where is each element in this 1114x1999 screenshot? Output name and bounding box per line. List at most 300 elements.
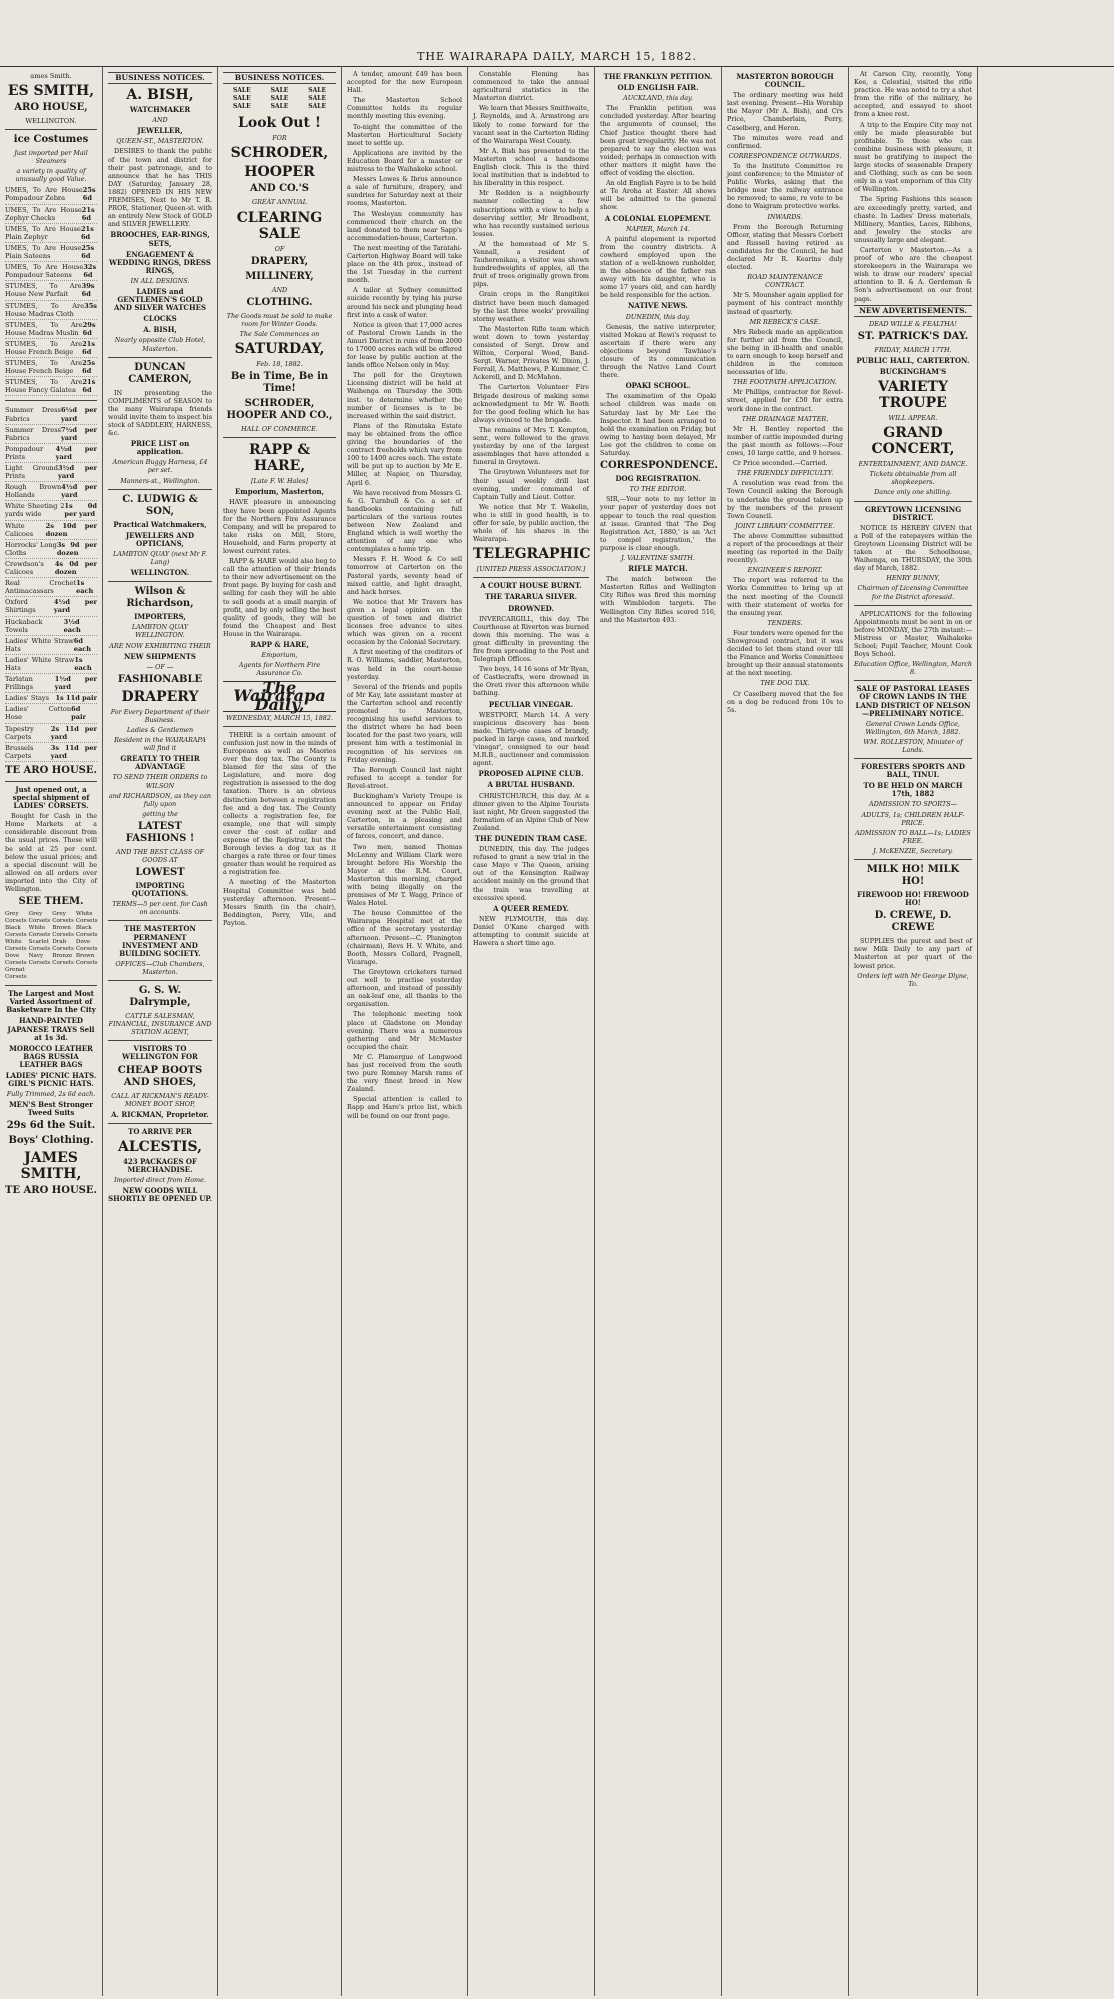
price-row: STUMES, To Are House French Beige 25s 6d — [5, 358, 97, 377]
news-paragraph: Mr Phillips, contractor for Revel-street, applied for £50 for extra work done in the contract. — [727, 388, 843, 413]
sale-commences: The Sale Commences on — [239, 329, 320, 338]
divider — [854, 680, 972, 681]
bish-text: DESIRES to thank the public of the town and district for their past patronage, and to announce that he has THIS DAY (Saturday, January 28, 1882) OPENED IN HIS NEW PREMISES, Next to Mr T. R. PROE, Stationer, Queen-st. with an entirely New Stock of GOLD and SILVER JEWELLERY. — [108, 147, 212, 229]
rickman-proprietor: A. RICKMAN, Proprietor. — [111, 1109, 209, 1119]
drowned-heading: DROWNED. — [508, 603, 554, 613]
bish-jeweller: JEWELLER, — [137, 126, 183, 136]
look-out: Look Out ! — [238, 115, 321, 132]
great-annual: GREAT ANNUAL — [252, 198, 307, 207]
rapp-emporium: Emporium, Masterton, — [234, 487, 325, 497]
dog-registration-heading: DOG REGISTRATION. — [615, 474, 701, 484]
price-row: Crewdson's Calicoes 4s 0d per dozen — [5, 559, 97, 578]
news-paragraph: The report was referred to the Works Committee to bring up at the next meeting of the Council with their statement of works for the ensuing year. — [727, 576, 843, 617]
sale-grid: SALE SALE SALE SALE SALE SALE SALE SALE SALE — [232, 87, 327, 111]
rickman-call: CALL AT RICKMAN'S READY-MONEY BOOT SHOP, — [111, 1091, 209, 1108]
editorial-text: THERE is a certain amount of confusion just now in the minds of Europeans as well as Maories over the dog tax. The County is blamed for the sins of the Legislature, and more dog registration is assessed to the dog taxation. There is an obvious distinction between a registration fee and a dog tax. The County collects a registration fee, for example, one that will simply cover the cost of collar and expense of the Registrar, but the Borough levies a dog tax as it charges a rate three or four times greater than would be required as a registration fee. — [223, 730, 336, 877]
wilson-exhibiting: ARE NOW EXHIBITING THEIR — [109, 641, 211, 650]
wilson-goods: AND THE BEST CLASS OF GOODS AT — [115, 847, 205, 864]
orders-info: Orders left with Mr George Dlyne, To. — [857, 971, 969, 988]
news-paragraph: A resolution was read from the Town Council asking the Borough to undertake the ground taken up by the members of the present Town Council. — [727, 479, 843, 520]
divider — [5, 985, 97, 986]
investment-society: THE MASTERTON PERMANENT INVESTMENT AND BUILDING SOCIETY. — [119, 924, 201, 958]
column-7 — [722, 66, 849, 1996]
rapp-emporium2: Emporium, — [261, 651, 298, 660]
news-paragraph: At the homestead of Mr S. Vennall, a resident of Tauherenikau, a visitor was shown hundredweights of apples, all the fruit of trees originally grown from pips. — [473, 239, 589, 289]
subheading: THE FOOTPATH APPLICATION. — [733, 378, 837, 387]
news-paragraph: Grain crops in the Rangitikei district have been much damaged by the last three weeks' prevailing stormy weather. — [473, 290, 589, 323]
divider — [5, 400, 97, 401]
column-8 — [849, 66, 978, 1996]
sale-date: Feb. 18, 1882. — [256, 360, 303, 369]
new-advertisements-header: NEW ADVERTISEMENTS. — [854, 305, 972, 317]
price-row: Summer Dress Fabrics 7½d per yard — [5, 425, 97, 444]
dalrymple-trade: CATTLE SALESMAN, FINANCIAL, INSURANCE AND STATION AGENT, — [108, 1012, 212, 1037]
news-paragraph: The match between the Masterton Rifles and Wellington City Rifles was fired this morning with Wimbledon targets. The Wellington City Rifles scored 516, and the Masterton 493. — [600, 575, 716, 624]
dateline: DUNEDIN, this day. — [625, 312, 691, 321]
news-paragraph: NOTICE IS HEREBY GIVEN that a Poll of the ratepayers within the Greytown Licensing District will be taken at the Schoolhouse, Waihenga, on THURSDAY, the 30th day of March, 1882. — [854, 523, 972, 573]
council-heading: MASTERTON BOROUGH COUNCIL. — [736, 72, 834, 90]
foresters-heading: FORESTERS SPORTS AND BALL, TINUI. — [861, 762, 965, 780]
drapery-label: DRAPERY, — [250, 255, 309, 267]
news-paragraph: Mr H. Bentley reported the number of cattle impounded during the past month as follows:—Four cows, 10 large cattle, and 9 horses. — [727, 424, 843, 458]
wilson-latest: LATEST FASHIONS ! — [125, 820, 195, 844]
news-paragraph: From the Borough Returning Officer, stating that Messrs Corbett and Russell having retired as candidates for the Council, he had declared Mr R. Kearins duly elected. — [727, 222, 843, 272]
saturday-label: SATURDAY, — [234, 341, 325, 358]
news-paragraph: APPLICATIONS for the following Appointments must be sent in on or before MONDAY, the 27th instant:— Mistress or Master, Waihakeke School; Pupil Teacher, Mount Cook Boys School. — [854, 609, 972, 659]
schroder-name: SCHRODER, — [230, 145, 329, 162]
news-paragraph: Mr C. Plamergue of Longwood has just received from the south two pure Romney Marsh rams of the very finest breed in New Zealand. — [347, 1052, 462, 1094]
news-paragraph: The Carterton Volunteer Fire Brigade desirous of making some acknowledgment to Mr W. Booth for the good feeling which he has always evinced to the brigade. — [473, 383, 589, 424]
divider — [854, 758, 972, 759]
masthead — [0, 0, 1114, 67]
subheading: THE DOG TAX. — [760, 679, 810, 688]
rickman-cheap: CHEAP BOOTS AND SHOES, — [117, 1064, 203, 1088]
notice-signature: HENRY BUNNY, — [886, 574, 940, 583]
ludwig-city: WELLINGTON. — [130, 568, 190, 578]
brutal-heading: A BRUTAL HUSBAND. — [487, 780, 575, 790]
col1-sub: Just imported per Mail Steamers — [14, 149, 88, 166]
news-paragraph: Mr A. Bish has presented to the Masterton school a handsome English clock. This is the third local institution that is indebted to his liberality in this respect. — [473, 146, 589, 188]
st-patricks-day: ST. PATRICK'S DAY. — [857, 330, 969, 342]
alpine-heading: PROPOSED ALPINE CLUB. — [478, 769, 584, 779]
be-in-time: Be in Time, Be in Time! — [230, 371, 329, 395]
rifle-match-heading: RIFLE MATCH. — [628, 564, 688, 574]
col1-special-text: Bought for Cash in the Home Markets at a considerable discount from the usual prices. These will be sold at 25 per cent. below the usual prices; and a special discount will be allowed on all orders over imported into the City of Wellington. — [5, 812, 97, 894]
rapp-hare-name: RAPP & HARE, — [248, 442, 311, 475]
cameron-buggy: American Buggy Harness, £4 per set. — [112, 458, 208, 475]
subheading: JOINT LIBRARY COMMITTEE. — [735, 521, 835, 530]
ludwig-jewellers: JEWELLERS AND OPTICIANS, — [125, 530, 195, 548]
costume-price-list — [5, 185, 97, 396]
news-paragraph: NEW PLYMOUTH, this day. Daniel O'Kane charged with attempting to commit suicide at Hawera a short time ago. — [473, 914, 589, 948]
news-paragraph: The Wesleyan community has commenced their church on the land donated to them near Sapp's accommodation-house, Carterton. — [347, 209, 462, 242]
subheading: CORRESPONDENCE OUTWARDS. — [728, 151, 842, 160]
news-paragraph: Buckingham's Variety Troupe is announced to appear on Friday evening next at the Public Hall, Carterton, in a pleasing and versatile entertainment consisting of farces, concert, and dance. — [347, 791, 462, 841]
news-paragraph: The ordinary meeting was held last evening. Present—His Worship the Mayor (Mr A. Bish), and Crs Price, Chamberlain, Perry, Caselberg, and Heron. — [727, 91, 843, 132]
news-paragraph: Special attention is called to Rapp and Hare's price list, which will be found on our front page. — [347, 1095, 462, 1120]
price-row: Pompadour Prints 4½d per yard — [5, 444, 97, 463]
price-row: Brussels Carpets 3s 11d per yard — [5, 743, 97, 762]
news-paragraph: Mrs Rebeck made an application for further aid from the Council, she being in ill-health and unable to earn enough to keep herself and children in the common necessaries of life. — [727, 327, 843, 377]
divider — [108, 980, 212, 981]
divider — [108, 1123, 212, 1124]
greytown-licensing-heading: GREYTOWN LICENSING DISTRICT. — [864, 504, 962, 522]
news-paragraph: CHRISTCHURCH, this day. At a dinner given to the Alpine Tourists last night, Mr Green suggested the formation of an Alpine Club of New Zealand. — [473, 791, 589, 832]
news-paragraph: A trip to the Empire City may not only be made pleasurable but profitable. To those who can combine business with pleasure, it must be gratifying to inspect the large stocks of seasonable Drapery and Clothing, such as can be seen only in a vast emporium of this City of Wellington. — [854, 120, 972, 194]
news-paragraph: We learn that Messrs Smithwaite, J. Reynolds, and A. Armstrong are likely to come forward for the vacant seat in the Carterton Riding of the Wairarapa West County. — [473, 104, 589, 145]
native-news-heading: NATIVE NEWS. — [628, 301, 688, 311]
column-1 — [0, 66, 103, 1996]
news-paragraph: Carterton v Masterton.—As a proof of who are the cheapest storekeepers in the Wairarapa we wish to draw our readers' special attention to B. & A. Gerdeman & Son's advertisement on our front page. — [854, 245, 972, 303]
col1-footer-house: TE ARO HOUSE. — [5, 764, 98, 776]
tickets-info: Tickets obtainable from all shopkeepers. — [869, 470, 957, 487]
news-paragraph: A painful elopement is reported from the country districts. A cowherd employed upon the station of a well-known runholder, in the absence of the father ran away with his daughter, who is some 17 years old, and can hardly be held responsible for the action. — [600, 234, 716, 300]
news-paragraph: The Greytown cricketers turned out well to practise yesterday afternoon, and instead of possibly an oak-leaf one, all thanks to the organisation. — [347, 967, 462, 1009]
news-paragraph: The minutes were read and confirmed. — [727, 133, 843, 150]
cameron-text: IN presenting the COMPLIMENTS of SEASON to the many Wairarapa friends would invite them to inspect his stock of SADDLERY, HARNESS, &c. — [108, 388, 212, 438]
price-row: STUMES, To Are House Fancy Galatea 21s 6d — [5, 377, 97, 396]
look-for: FOR — [272, 134, 287, 143]
grand-concert: GRAND CONCERT, — [871, 425, 955, 458]
wilson-importers: IMPORTERS, — [134, 612, 186, 622]
news-paragraph: Cr Price seconded.—Carried. — [733, 459, 828, 468]
news-paragraph: The telephonic meeting took place at Gladstone on Monday evening. There was a numerous gathering and Mr McMaster occupied the chair. — [347, 1010, 462, 1051]
wilson-resident: Resident in the WAIRARAPA will find it — [114, 736, 206, 753]
section-header: BUSINESS NOTICES. — [223, 72, 336, 84]
bish-styles: IN ALL DESIGNS. — [130, 276, 190, 285]
bish-place: QUEEN-ST., MASTERTON. — [116, 137, 204, 146]
news-paragraph: Mr Redden is a neighbourly manner collecting a few subscriptions with a view to help a deserving settler, Mr Broadbent, who has recently sustained serious losses. — [473, 189, 589, 238]
rapp-late: [Late F. W. Hales] — [251, 477, 308, 486]
wilson-every: For Every Department of their Business. — [110, 707, 210, 724]
to-the-editor: TO THE EDITOR. — [629, 485, 687, 494]
news-paragraph: The Greytown Volunteers met for their usual weekly drill last evening, under command of Captain Tully and Lieut. Cotter. — [473, 468, 589, 501]
col1-picnic: LADIES' PICNIC HATS. GIRL'S PICNIC HATS. — [5, 1070, 97, 1089]
news-paragraph: To-night the committee of the Masterton Horticultural Society meet to settle up. — [347, 122, 462, 147]
news-paragraph: Constable Fleming has commenced to take the annual agricultural statistics in the Masterton district. — [473, 70, 589, 103]
column-2 — [103, 66, 218, 1996]
event-date: FRIDAY, MARCH 17TH. — [874, 345, 952, 354]
press-association: [UNITED PRESS ASSOCIATION.] — [476, 565, 586, 574]
yard-price-list — [5, 405, 97, 761]
price-row: Summer Dress Fabrics 6½d per yard — [5, 405, 97, 424]
pastoral-sale-heading: SALE OF PASTORAL LEASES OF CROWN LANDS IN THE LAND DISTRICT OF NELSON—PRELIMINARY NOTICE. — [855, 684, 971, 718]
investment-offices: OFFICES—Club Chambers, Masterton. — [115, 959, 205, 976]
dateline: NAPIER, March 14. — [626, 224, 690, 233]
column-3 — [218, 66, 342, 1996]
ludwig-name: C. LUDWIG & SON, — [122, 493, 198, 517]
wilson-ladies: Ladies & Gentlemen — [126, 725, 194, 734]
news-paragraph: DUNEDIN, this day. The judges refused to grant a new trial in the case Mayo v The Queen, arising out of the Kensington Railway accident mainly on the ground that the train was travelling at excessive speed. — [473, 845, 589, 902]
bish-trade: WATCHMAKER — [129, 105, 191, 115]
news-paragraph: INVERCARGILL, this day. The Courthouse at Riverton was burned down this morning. The was a great difficulty in preventing the fire from spreading to the Post and Telegraph Offices. — [473, 614, 589, 664]
page-title: THE WAIRARAPA DAILY, MARCH 15, 1882. — [417, 50, 697, 63]
subheading: ROAD MAINTENANCE CONTRACT. — [747, 273, 823, 290]
divider — [108, 489, 212, 490]
tararua-heading: THE TARARUA SILVER. — [484, 592, 578, 602]
col1-big-house: ARO HOUSE, — [14, 102, 88, 113]
ludwig-trade: Practical Watchmakers, — [113, 519, 207, 529]
col1-sub2: a variety in quality of unusually good Value. — [15, 167, 87, 184]
col1-big-city: WELLINGTON. — [25, 117, 77, 125]
dance-price: Dance only one shilling. — [874, 488, 952, 497]
news-paragraph: The next meeting of the Taratahi-Carterton Highway Board will take place on the 4th prox., instead of the 1st Tuesday in the current month. — [347, 243, 462, 285]
price-row: UMES, To Are House Zephyr Checks 21s 6d — [5, 205, 97, 224]
wilson-name: Wilson & Richardson, — [126, 586, 194, 610]
firewood-heading: FIREWOOD HO! FIREWOOD HO! — [857, 890, 969, 908]
news-paragraph: Genesis, the native interpreter, visited Mokau at Rewi's request to ascertain if there were any objections beyond Tawhiao's closure of its communication through the Native Land Court there. — [600, 322, 716, 380]
bish-clocks: CLOCKS — [143, 314, 177, 324]
goods-sold: The Goods must be sold to make room for Winter Goods. — [226, 311, 333, 328]
price-row: UMES, To Are House Pompadour Sateens 32s 6d — [5, 262, 97, 281]
alcestis-new-goods: NEW GOODS WILL SHORTLY BE OPENED UP. — [108, 1186, 212, 1204]
news-paragraph: SIR,—Your note to my letter in your paper of yesterday does not appear to touch the real question at issue. Granted that 'The Dog Registration Act, 1880,' is an 'Act to compel registration,' the purpose is clear enough. — [600, 495, 716, 552]
price-row: Rough Brown Hollands 4½d per yard — [5, 482, 97, 501]
price-row: Tapestry Carpets 2s 11d per yard — [5, 724, 97, 743]
divider — [108, 581, 212, 582]
vinegar-heading: PECULIAR VINEGAR. — [488, 699, 574, 709]
secretary-signature: J. McKENZIE, Secretary. — [873, 846, 953, 855]
col1-top-label: ames Smith. — [30, 72, 72, 80]
price-row: White Calicoes 2s 10d per dozen — [5, 521, 97, 540]
foresters-date: TO BE HELD ON MARCH 17th, 1882 — [863, 781, 963, 799]
will-appear: WILL APPEAR. — [888, 414, 938, 423]
col1-heading: ice Costumes — [13, 134, 89, 145]
admission-sports: ADMISSION TO SPORTS— — [868, 800, 958, 809]
queer-heading: A QUEER REMEDY. — [493, 903, 569, 913]
rapp-agents: Agents for Northern Fire Assurance Co. — [238, 661, 321, 678]
clearing-sale: CLEARING SALE — [236, 209, 323, 242]
column-6 — [595, 66, 722, 1996]
col1-special: Just opened out, a special shipment of LADIES' CORSETS. — [12, 784, 90, 811]
column-9 — [978, 66, 1114, 1996]
corset-list: Grey Corsets Grey Corsets Grey Corsets White Corsets Black Corsets White Corsets Brown Corsets Black Corsets White Corsets Scarlet Corsets Drab Corsets Dove Corsets Dove Corsets Navy Corsets Bronze Corsets Brown Corsets Grenat Corsets — [5, 911, 98, 981]
alcestis-imported: Imported direct from Home. — [114, 1176, 206, 1185]
event-venue: PUBLIC HALL, CARTERTON. — [856, 355, 970, 365]
crown-lands-office: General Crown Lands Office, Wellington, 6th March, 1882. — [865, 719, 961, 736]
wilson-of: — OF — — [146, 662, 174, 671]
news-paragraph: To the Institute Committee re joint conference; to the Minister of Public Works, asking that the bridge near the railway entrance be removed; to same, re vote to be done to Waigram protective works. — [727, 161, 843, 211]
wilson-shipments: NEW SHIPMENTS — [124, 651, 196, 661]
bish-signature: A. BISH, — [143, 325, 177, 335]
col1-mens: MEN'S Best Stronger Tweed Suits — [9, 1100, 93, 1118]
col1-japanese: HAND-PAINTED JAPANESE TRAYS Sell at 1s 3d. — [7, 1016, 95, 1042]
price-row: Ladies' White Straw Hats 6d each — [5, 636, 97, 655]
news-paragraph: WESTPORT, March 14. A very suspicious discovery has been made. Thirty-one cases of brandy, packed in large cases, and marked 'vinegar', consigned to our head M.R.B., auctioneer and commission agent. — [473, 710, 589, 768]
alcestis-arrive: TO ARRIVE PER — [128, 1126, 192, 1136]
hooper-name: HOOPER — [244, 164, 315, 181]
cameron-address: Manners-st., Wellington. — [120, 476, 200, 485]
news-paragraph: The Masterton Rifle team which went down to town yesterday consisted of Sergt. Drew and Wilton, Corporal Wood, Band-Sergt. Warner, Privates W. Dixon, J. Ferrall, A. Matthews, P. Kummer, C. Ackerell, and D. McMahon. — [473, 324, 589, 382]
news-paragraph: Notice is given that 17,000 acres of Pastoral Crown Lands in the Amuri District in runs of from 2000 to 17000 acres each will be offered for lease by public auction at the lands office Nelson only in May. — [347, 320, 462, 370]
troupe-name: BUCKINGHAM'S — [879, 367, 947, 376]
price-row: Ladies' White Straw Hats 1s each — [5, 655, 97, 674]
ludwig-address: LAMBTON QUAY (next Mr F. Lang) — [113, 549, 207, 567]
divider — [854, 859, 972, 860]
divider — [108, 1040, 212, 1041]
news-paragraph: The Masterton School Committee holds its regular monthly meeting this evening. — [347, 96, 462, 121]
news-paragraph: A tender, amount £49 has been accepted for the new European Hall. — [347, 70, 462, 95]
wilson-and-rich: and RICHARDSON, as they can fully upon — [109, 791, 211, 808]
bish-and: AND — [152, 116, 168, 125]
column-5 — [468, 66, 595, 1996]
news-paragraph: Cr Caselberg moved that the fee on a dog be reduced from 10s to 5s. — [727, 689, 843, 714]
wilson-lowest: LOWEST — [135, 867, 185, 879]
col1-big-name: ES SMITH, — [7, 83, 95, 99]
news-paragraph: Two men, named Thomas McLenny and William Clark were brought before His Worship the Mayor at the R.M. Court, Masterton this morning, charged with being illegally on the premises of Mr T. Wagg, Prince of Wales Hotel. — [347, 842, 462, 908]
millinery-label: MILLINERY, — [245, 270, 314, 282]
column-4 — [342, 66, 468, 1996]
bish-watches: LADIES and GENTLEMEN'S GOLD AND SILVER WATCHES — [113, 286, 207, 313]
news-paragraph: We notice that Mr Travers has given a legal opinion on the question of town and district licenses free advance to sites which was given on a recent occasion by the Colonial Secretary. — [347, 597, 462, 647]
news-paragraph: An old English Fayre is to be held at Te Aroha at Easter. All shows will be admitted to the general show. — [600, 179, 716, 212]
wilson-fashionable: FASHIONABLE — [117, 673, 203, 685]
wilson-getting: getting the — [142, 809, 178, 818]
entertainment-dance: ENTERTAINMENT, AND DANCE. — [858, 460, 968, 469]
col1-footer-house2: TE ARO HOUSE. — [5, 1185, 98, 1197]
col1-cheap: Fully Trimmed, 2s 6d each. — [6, 1090, 96, 1099]
issue-date: WEDNESDAY, MARCH 15, 1882. — [226, 713, 333, 722]
news-paragraph: Messrs Lowes & Ibrus announce a sale of furniture, drapery, and sundries for Saturday next at their rooms, Masterton. — [347, 175, 462, 208]
price-row: STUMES, To Are House Madras Muslin 29s 6d — [5, 320, 97, 339]
and-label: AND — [271, 285, 288, 294]
price-row: UMES, To Are House Plain Sateens 25s 6d — [5, 243, 97, 262]
subheading: THE FRIENDLY DIFFICULTY. — [736, 469, 834, 478]
price-row: STUMES, To Are House New Parfait 39s 6d — [5, 281, 97, 300]
price-row: Tarlatan Frillings 1½d per yard — [5, 674, 97, 693]
col1-mens-price: 29s 6d the Suit. — [6, 1120, 96, 1132]
news-paragraph: Several of the friends and pupils of Mr Kay, late assistant master at the Carterton school and recently promoted to Masterton, recognising his useful services to the district where he had been located for the past two years, will present him with a testimonial in recognition of his services on Friday evening. — [347, 682, 462, 764]
letter-signature: J. VALENTINE SMITH. — [621, 553, 695, 562]
wilson-terms: TERMS—5 per cent. for Cash on accounts. — [112, 900, 208, 917]
news-paragraph: We notice that Mr T. Wakelin, who is still in good health, is to offer for sale, by public auction, the whole of his shares in the Wairarapa. — [473, 502, 589, 544]
news-paragraph: Applications are invited by the Education Board for a master or mistress to the Waihakeke school. — [347, 148, 462, 174]
col1-boys: Boys' Clothing. — [8, 1135, 94, 1147]
bish-rings: ENGAGEMENT & WEDDING RINGS, DRESS RINGS, — [109, 249, 211, 275]
price-row: White Sheeting 2 yards wide 1s 0d per yard — [5, 501, 97, 520]
news-paragraph: Messrs F. H. Wood & Co sell tomorrow at Carterton on the Pastoral yards, seventy head of mixed cattle, and light draught, and hack horses. — [347, 555, 462, 596]
subheading: ENGINEER'S REPORT. — [747, 566, 823, 575]
opaki-heading: OPAKI SCHOOL. — [625, 381, 691, 391]
subheading: INWARDS. — [767, 212, 803, 221]
price-row: Huckaback Towels 3½d each — [5, 617, 97, 636]
admission-ball: ADMISSION TO BALL—1s; LADIES FREE. — [855, 828, 971, 845]
price-row: Light Ground Prints 3½d per yard — [5, 463, 97, 482]
hall-of-commerce: HALL OF COMMERCE. — [241, 425, 318, 434]
bish-address: Nearly opposite Club Hotel, Masterton. — [114, 336, 206, 353]
meeting-text: A meeting of the Masterton Hospital Committee was held yesterday afternoon. Present—Messrs Smith (in the chair), Beddington, Perry, Vile, and Payton. — [223, 878, 336, 927]
section-header: BUSINESS NOTICES. — [108, 72, 212, 84]
news-paragraph: The Spring Fashions this season are exceedingly pretty, varied, and chaste. In Ladies' Dress materials, Millinery, Mantles, Laces, Ribbons, and Jewelry the stocks are unusually large and elegant. — [854, 195, 972, 244]
dunedin-heading: THE DUNEDIN TRAM CASE. — [474, 833, 588, 843]
cameron-name: DUNCAN CAMERON, — [128, 361, 192, 385]
news-paragraph: The poll for the Greytown Licensing district will be held at Waihenga on Thursday the 30th inst. to determine whether the number of licenses is to be increased within the said district. — [347, 371, 462, 420]
rapp-text2: RAPP & HARE would also beg to call the attention of their friends to their new advertisement on the front page. By buying for cash and selling for cash they will be able to sell goods at a small margin of profit, and by only selling the best quality of goods, they will be found the Cheapest and Best House in the Wairarapa. — [223, 557, 336, 638]
crewe-name: D. CREWE, D. CREWE — [874, 910, 952, 934]
news-paragraph: The house Committee of the Wairarapa Hospital met at the office of the secretary yesterday afternoon. Present—C. Plunington (chairman), Revs H. V. White, and Booth, Messrs Collard, Pragnell, Vicarage. — [347, 909, 462, 966]
news-paragraph: We have received from Messrs G. & G. Turnbull & Co. a set of handbooks containing full particulars of the various routes between New Zealand and England which is well worthy the attention of any one who contemplates a home trip. — [347, 488, 462, 554]
newspaper-nameplate: The Wairarapa Daily, — [223, 681, 336, 711]
ad-tagline: DEAD WILLE & FEALTHA! — [868, 319, 957, 328]
col1-basketware: The Largest and Most Varied Assortment of Basketware In the City — [6, 989, 96, 1015]
old-fair-heading: OLD ENGLISH FAIR. — [617, 83, 699, 93]
divider — [854, 605, 972, 606]
col1-morocco: MOROCCO LEATHER BAGS RUSSIA LEATHER BAGS — [9, 1043, 93, 1069]
price-row: STUMES, To Are House Madras Cloth 35s — [5, 301, 97, 320]
rickman-visitors: VISITORS TO WELLINGTON FOR — [122, 1044, 198, 1062]
divider — [5, 781, 97, 782]
divider — [223, 726, 336, 727]
news-paragraph: The above Committee submitted a report of the proceedings at their meeting (as reported in the Daily recently). — [727, 531, 843, 565]
price-row: Horrocks' Long Cloths 3s 9d per dozen — [5, 540, 97, 559]
news-paragraph: Two boys, 14 16 sons of Mr Ryan, of Castlecrafts, were drowned in the Oreti river this afternoon while bathing. — [473, 665, 589, 698]
wilson-drapery: DRAPERY — [121, 688, 199, 705]
col1-see-them: SEE THEM. — [18, 896, 84, 908]
news-paragraph: The Franklin petition was concluded yesterday. After hearing the arguments of counsel, the Chief Justice thought there had been great irregularity. He was not prepared to say the election was voided; perhaps in connection with other matters it might have the effect of voiding the election. — [600, 104, 716, 178]
education-office: Education Office, Wellington, March 8. — [854, 660, 972, 677]
divider — [223, 437, 336, 438]
correspondence-heading: CORRESPONDENCE. — [600, 460, 719, 472]
subheading: MR REBECK'S CASE. — [749, 317, 821, 326]
news-paragraph: A tailor at Sydney committed suicide recently by tying his purse around his neck and plunging head first into a cask of water. — [347, 286, 462, 319]
news-paragraph: At Carson City, recently, Yong Kee, a Celestial, visited the rifle practice. He was noted to try a shot from the rifle of the military, he accepted, and essayed to shoot from a knee rest. — [854, 70, 972, 119]
news-paragraph: The examination of the Opaki school children was made on Saturday last by Mr Lee the Inspector. It had been arranged to hold the examination on Friday, but owing to having been delayed, Mr Lee got the children to come on Saturday. — [600, 392, 716, 458]
price-row: UMES, To Are House Plain Zephyr 21s 6d — [5, 224, 97, 243]
admission-adults: ADULTS, 1s; CHILDREN HALF-PRICE. — [861, 810, 965, 827]
divider — [5, 129, 97, 130]
variety-troupe: VARIETY TROUPE — [878, 379, 948, 412]
news-paragraph: A first meeting of the creditors of R. O. Williams, saddler, Masterton, was held in the court-house yesterday. — [347, 648, 462, 681]
and-co: AND CO.'S — [250, 183, 309, 195]
divider — [108, 357, 212, 358]
news-paragraph: The Borough Council last night refused to accept a tender for Revel-street. — [347, 765, 462, 790]
schroder-sign: SCHRODER, HOOPER AND CO., — [226, 398, 333, 422]
dateline: AUCKLAND, this day. — [623, 94, 693, 103]
subheading: TENDERS. — [767, 618, 803, 627]
news-paragraph: Plans of the Rimutaka Estate may be obtained from the office giving the boundaries of the contract freeholds which vary from 100 to 1400 acres each. The estate will be put up to auction by Mr E. Miller, at Napier, on Thursday, April 6. — [347, 421, 462, 487]
minister-signature: WM. ROLLESTON, Minister of Lands. — [863, 737, 963, 754]
clothing-label: CLOTHING. — [246, 296, 313, 308]
col1-footer-name: JAMES SMITH, — [20, 1150, 82, 1183]
price-row: Real Crochet Antimacassars 1s each — [5, 578, 97, 597]
petition-heading: THE FRANKLYN PETITION. — [603, 72, 713, 81]
price-row: Ladies' Cotton Hose 6d pair — [5, 704, 97, 723]
notice-signature-title: Chairman of Licensing Committee for the District aforesaid. — [857, 584, 969, 601]
news-paragraph: SUPPLIES the purest and best of new Milk Daily to any part of Masterton at per quart of the lowest price. — [854, 937, 972, 970]
alcestis-packages: 423 PACKAGES OF MERCHANDISE. — [123, 1156, 197, 1174]
bish-brooches: BROOCHES, EAR-RINGS, SETS, — [110, 230, 210, 248]
telegraphic-heading: TELEGRAPHIC — [473, 546, 591, 563]
news-paragraph: The remains of Mrs T. Kempton, senr., were followed to the grave yesterday by one of the largest assemblages that have attended a funeral in Greytown. — [473, 425, 589, 467]
milk-heading: MILK HO! MILK HO! — [866, 864, 960, 888]
divider — [108, 920, 212, 921]
of-label: OF — [274, 244, 285, 253]
dalrymple-name: G. S. W. Dalrymple, — [129, 985, 191, 1009]
news-paragraph: Four tenders were opened for the Showground contract, but it was decided to let them stand over till the Finance and Works Committees brought up their annual statements at the next meeting. — [727, 628, 843, 678]
wilson-send: TO SEND THEIR ORDERS to WILSON — [112, 773, 208, 790]
wilson-address: LAMBTON QUAY WELLINGTON. — [131, 623, 189, 640]
news-paragraph: Mr S. Mounsher again applied for payment of his contract monthly instead of quarterly. — [727, 291, 843, 316]
price-row: STUMES, To Are House French Beige 21s 6d — [5, 339, 97, 358]
divider — [854, 501, 972, 502]
rapp-sign: RAPP & HARE, — [250, 640, 309, 649]
price-row: Ladies' Stays 1s 11d pair — [5, 693, 97, 704]
divider — [473, 577, 589, 578]
court-heading: A COURT HOUSE BURNT. — [480, 581, 582, 591]
elopement-heading: A COLONIAL ELOPEMENT. — [604, 213, 712, 223]
bish-name: A. BISH, — [126, 87, 194, 104]
wilson-importing: IMPORTING QUOTATIONS. — [131, 881, 189, 899]
